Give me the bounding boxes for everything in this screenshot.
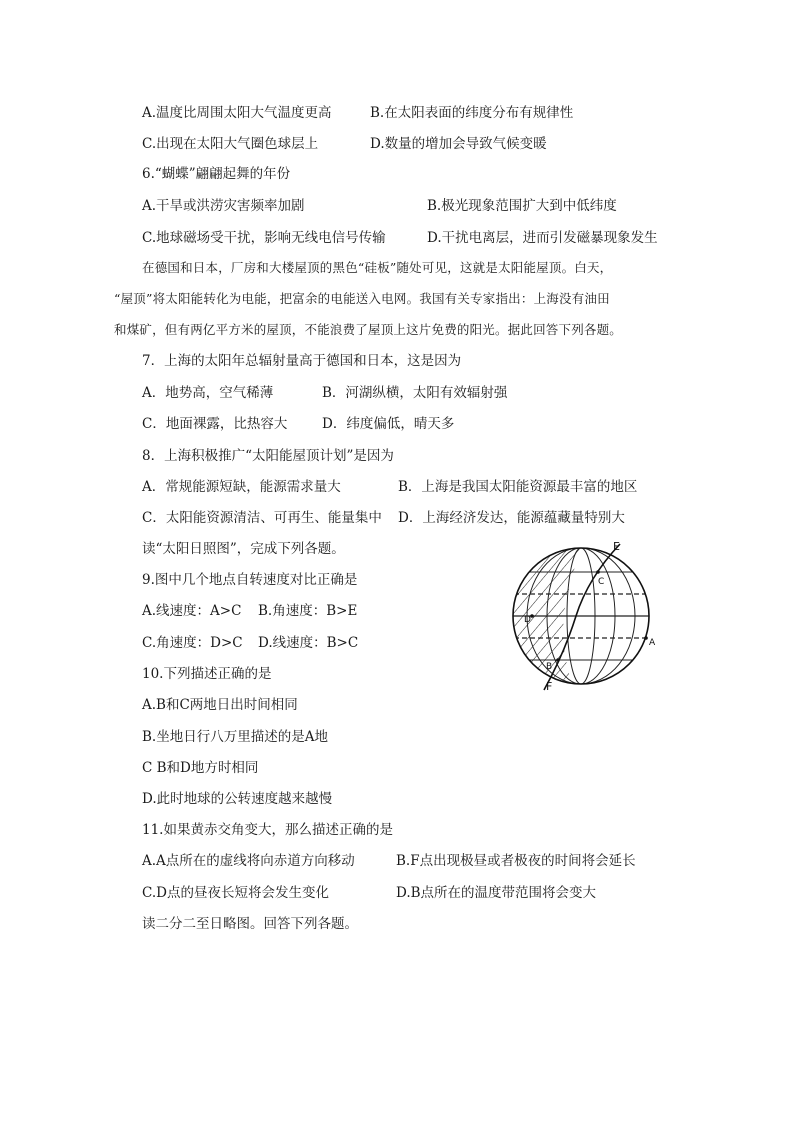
label-d: D	[524, 615, 531, 625]
q9-option-c: C.角速度：D>C	[142, 635, 243, 651]
q5-option-c: C.出现在太阳大气圈色球层上	[142, 136, 319, 152]
q7-stem: 7．上海的太阳年总辐射量高于德国和日本，这是因为	[142, 353, 462, 369]
q10-option-b: B.坐地日行八万里描述的是A地	[142, 729, 328, 745]
passage-line-3: 和煤矿，但有两亿平方米的屋顶，不能浪费了屋顶上这片免费的阳光。据此回答下列各题。	[114, 322, 623, 337]
q11-stem: 11.如果黄赤交角变大，那么描述正确的是	[142, 822, 393, 838]
q11-option-a: A.A点所在的虚线将向赤道方向移动	[142, 853, 355, 869]
q5-option-d: D.数量的增加会导致气候变暖	[370, 136, 547, 152]
q10-stem: 10.下列描述正确的是	[142, 666, 272, 682]
label-a: A	[649, 638, 656, 648]
label-b: B	[546, 662, 553, 672]
point-c-dot	[596, 570, 600, 574]
q7-option-c: C．地面裸露，比热容大	[142, 416, 288, 432]
q10-option-d: D.此时地球的公转速度越来越慢	[142, 791, 333, 807]
q8-option-d: D．上海经济发达，能源蕴藏量特别大	[398, 510, 625, 526]
q9-option-d: D.线速度：B>C	[258, 635, 359, 651]
q9-stem: 9.图中几个地点自转速度对比正确是	[142, 572, 358, 588]
q10-option-c: C B和D地方时相同	[142, 760, 259, 776]
point-a-dot	[644, 636, 648, 640]
label-f: F	[546, 680, 553, 693]
q5-option-a: A.温度比周围太阳大气温度更高	[142, 105, 332, 121]
passage-line-2: “屋顶”将太阳能转化为电能，把富余的电能送入电网。我国有关专家指出：上海没有油田	[114, 291, 610, 306]
q11-option-b: B.F点出现极昼或者极夜的时间将会延长	[396, 853, 636, 869]
q9-option-b: B.角速度：B>E	[258, 603, 358, 619]
q7-option-b: B．河湖纵横，太阳有效辐射强	[322, 385, 508, 401]
q8-option-a: A．常规能源短缺，能源需求量大	[142, 479, 341, 495]
q7-option-a: A．地势高，空气稀薄	[142, 385, 274, 401]
q8-option-c: C．太阳能资源清洁、可再生、能量集中	[142, 510, 382, 526]
q9-option-a: A.线速度：A>C	[142, 603, 242, 619]
closing-instruction: 读二分二至日略图。回答下列各题。	[142, 916, 358, 932]
q5-option-b: B.在太阳表面的纬度分布有规律性	[370, 105, 574, 121]
q8-stem: 8．上海积极推广“太阳能屋顶计划”是因为	[142, 448, 394, 464]
q11-option-c: C.D点的昼夜长短将会发生变化	[142, 885, 329, 901]
q6-stem: 6.“蝴蝶”翩翩起舞的年份	[142, 166, 291, 182]
passage-line-1: 在德国和日本，厂房和大楼屋顶的黑色“硅板”随处可见，这就是太阳能屋顶。白天，	[142, 260, 613, 275]
q6-option-d: D.干扰电离层，进而引发磁暴现象发生	[427, 230, 658, 246]
label-c: C	[598, 577, 605, 587]
sun-illumination-diagram	[506, 538, 656, 694]
q6-option-a: A.干旱或洪涝灾害频率加剧	[142, 198, 305, 214]
q11-option-d: D.B点所在的温度带范围将会变大	[396, 885, 597, 901]
q6-option-b: B.极光现象范围扩大到中低纬度	[427, 198, 617, 214]
q6-option-c: C.地球磁场受干扰，影响无线电信号传输	[142, 230, 386, 246]
label-e: E	[613, 540, 620, 553]
q8-option-b: B．上海是我国太阳能资源最丰富的地区	[398, 479, 638, 495]
q7-option-d: D．纬度偏低，晴天多	[322, 416, 455, 432]
figure-intro: 读“太阳日照图”，完成下列各题。	[142, 541, 345, 557]
q10-option-a: A.B和C两地日出时间相同	[142, 697, 298, 713]
point-b-dot	[556, 658, 560, 662]
